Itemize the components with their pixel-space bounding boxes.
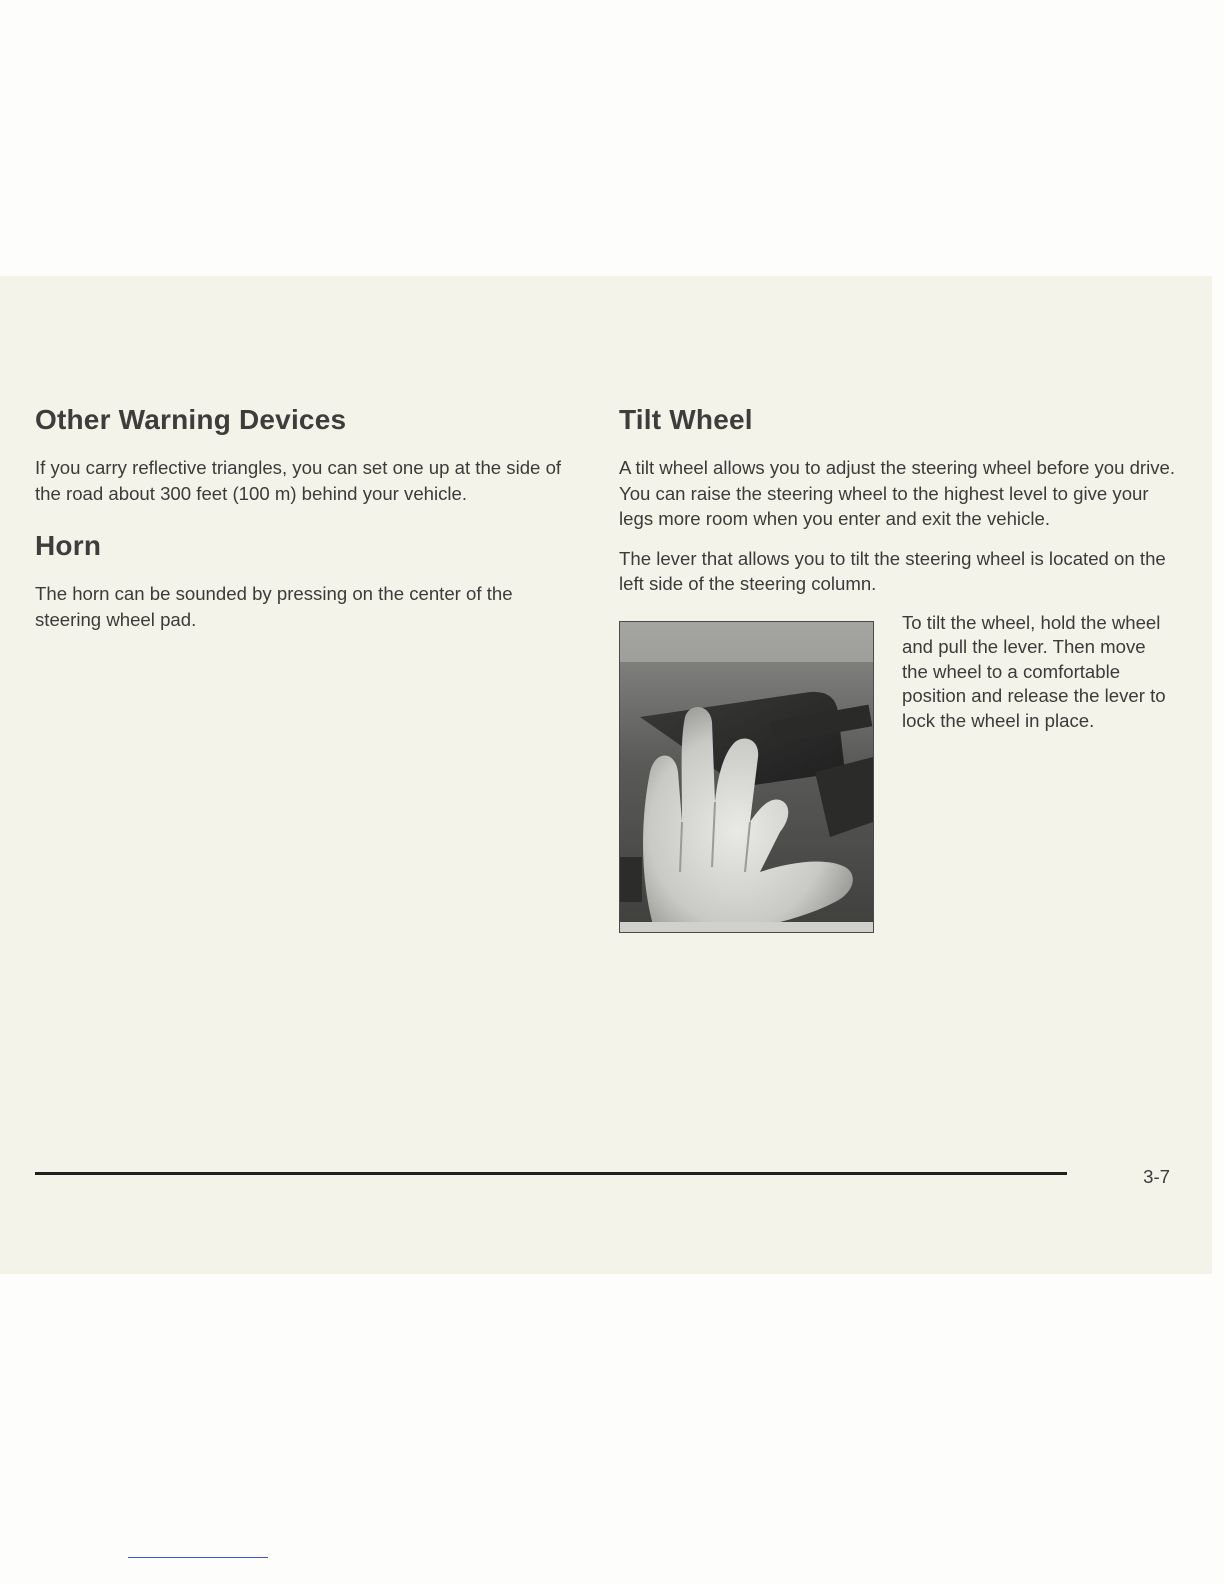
horn-paragraph: The horn can be sounded by pressing on the center of the steering wheel pad. bbox=[35, 583, 513, 630]
photo-caption: To tilt the wheel, hold the wheel and pull the lever. Then move the wheel to a comfortable position and release the lever to lock the wheel in place. bbox=[902, 611, 1166, 731]
other-warning-devices-heading: Other Warning Devices bbox=[35, 404, 347, 435]
left-column bbox=[35, 404, 575, 646]
manual-page bbox=[0, 276, 1212, 1274]
other-warning-devices-paragraph: If you carry reflective triangles, you can set one up at the side of the road about 300 feet (100 m) behind your vehicle. bbox=[35, 457, 562, 504]
tilt-wheel-heading: Tilt Wheel bbox=[619, 404, 753, 435]
right-column bbox=[619, 404, 1179, 931]
tilt-wheel-paragraph-2: The lever that allows you to tilt the steering wheel is located on the left side of the steering column. bbox=[619, 547, 1166, 594]
hand-pulling-lever-photo bbox=[619, 621, 874, 933]
hand-lever-illustration bbox=[620, 622, 873, 932]
footer-link-underline bbox=[128, 1557, 268, 1558]
tilt-wheel-figure bbox=[619, 611, 1179, 931]
tilt-wheel-paragraph-1: A tilt wheel allows you to adjust the steering wheel before you drive. You can raise the steering wheel to the highest level to give your legs more room when you enter and exit the vehicle. bbox=[619, 457, 1176, 529]
horn-heading: Horn bbox=[35, 530, 102, 561]
footer-rule bbox=[35, 1172, 1067, 1175]
page-number: 3-7 bbox=[1143, 1166, 1170, 1187]
